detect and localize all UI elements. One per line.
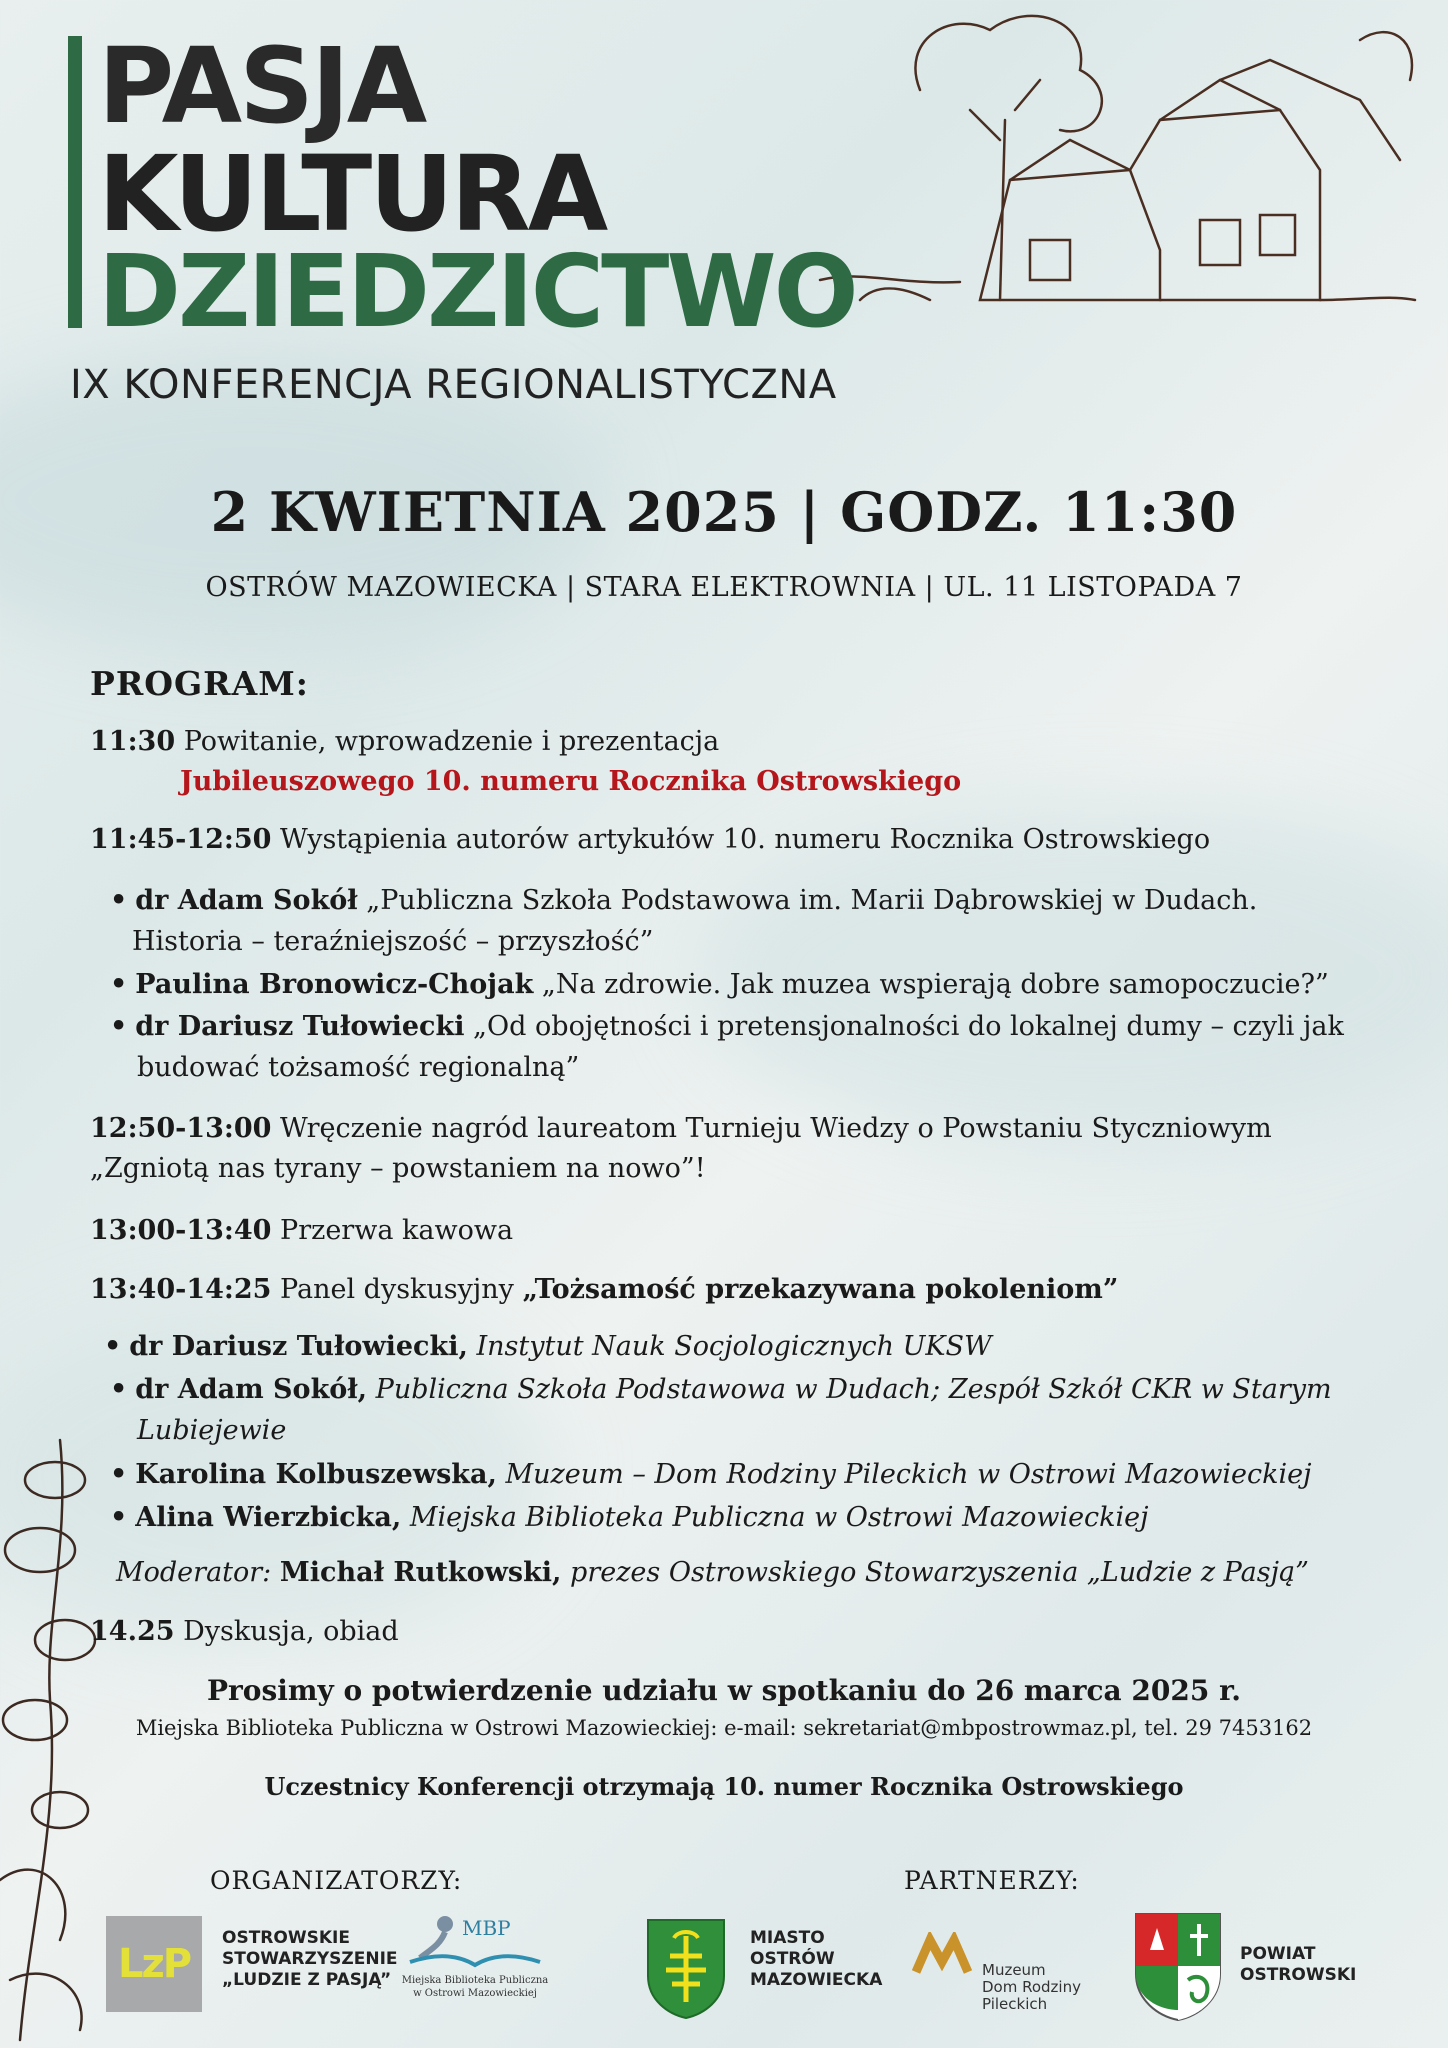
- mbp-mark: MBP: [462, 1916, 511, 1940]
- event-date: 2 KWIETNIA 2025 | GODZ. 11:30: [210, 480, 1238, 544]
- title-line-dziedzictwo: DZIEDZICTWO: [98, 233, 856, 350]
- title-line-kultura: KULTURA: [98, 133, 606, 255]
- panelist-name: dr Dariusz Tułowiecki,: [129, 1331, 468, 1362]
- title-accent-bar: [68, 36, 82, 328]
- city-name-line: OSTRÓW: [750, 1949, 835, 1969]
- event-location: OSTRÓW MAZOWIECKA | STARA ELEKTROWNIA | UL. 11 LISTOPADA 7: [205, 572, 1243, 603]
- panelist-name: dr Adam Sokół,: [135, 1374, 368, 1405]
- partners-label: PARTNERZY:: [904, 1866, 1080, 1895]
- program-item-6: [90, 1612, 1370, 1652]
- program-text: Powitanie, wprowadzenie i prezentacja: [183, 726, 720, 757]
- panelist-item: • dr Adam Sokół, Publiczna Szkoła Podstawowa w Dudach; Zespół Szkół CKR w Starym: [110, 1374, 1332, 1405]
- lzp-name-line: OSTROWSKIE: [222, 1928, 350, 1948]
- program-text: Panel dyskusyjny: [280, 1274, 514, 1305]
- city-coat-of-arms-icon: [644, 1916, 728, 2020]
- program-time: 13:40-14:25: [90, 1274, 272, 1305]
- talk-speaker: Paulina Bronowicz-Chojak: [135, 969, 534, 1000]
- program-item-2: [90, 820, 1370, 860]
- lzp-name-line: „LUDZIE Z PASJĄ”: [222, 1970, 392, 1990]
- program-text: Przerwa kawowa: [280, 1215, 514, 1246]
- panelist-item: • Alina Wierzbicka, Miejska Biblioteka Publiczna w Ostrowi Mazowieckiej: [110, 1502, 1149, 1533]
- moderator-label: Moderator:: [116, 1557, 272, 1588]
- program-time: 14.25: [90, 1616, 175, 1647]
- panelist-affiliation: Miejska Biblioteka Publiczna w Ostrowi Mazowieckiej: [409, 1502, 1149, 1533]
- panelist-item: • dr Dariusz Tułowiecki, Instytut Nauk Socjologicznych UKSW: [104, 1331, 992, 1362]
- mbp-name-line: Miejska Biblioteka Publiczna: [401, 1975, 549, 1986]
- program-item-5: [90, 1270, 1370, 1310]
- program-time: 13:00-13:40: [90, 1215, 272, 1246]
- rsvp-request: Prosimy o potwierdzenie udziału w spotkaniu do 26 marca 2025 r.: [206, 1674, 1242, 1707]
- moderator: [116, 1553, 1396, 1593]
- program-item-1: [90, 722, 1370, 762]
- talk-title: „Publiczna Szkoła Podstawowa im. Marii Dąbrowskiej w Dudach.: [366, 885, 1258, 916]
- participants-note: Uczestnicy Konferencji otrzymają 10. numer Rocznika Ostrowskiego: [264, 1772, 1184, 1801]
- museum-name-line: Muzeum: [982, 1961, 1046, 1979]
- program-time: 11:30: [90, 726, 176, 757]
- program-text: Wystąpienia autorów artykułów 10. numeru Rocznika Ostrowskiego: [280, 824, 1211, 855]
- museum-logo-icon: [912, 1932, 982, 1978]
- lzp-name: [222, 1928, 398, 1991]
- talk-title-cont: Historia – teraźniejszość – przyszłość”: [132, 926, 654, 957]
- house-illustration: [800, 0, 1420, 330]
- city-name: [750, 1928, 882, 1991]
- talk-speaker: dr Dariusz Tułowiecki: [135, 1011, 465, 1042]
- mbp-name-line: w Ostrowi Mazowieckiej: [413, 1988, 537, 1999]
- program-item-3: [90, 1109, 1370, 1149]
- program-text: Dyskusja, obiad: [183, 1616, 399, 1647]
- talk-title-cont: budować tożsamość regionalną”: [137, 1052, 580, 1083]
- talk-item: • dr Adam Sokół „Publiczna Szkoła Podstawowa im. Marii Dąbrowskiej w Dudach.: [110, 885, 1258, 916]
- lzp-mark: LzP: [117, 1941, 191, 1987]
- talk-speaker: dr Adam Sokół: [135, 885, 358, 916]
- lzp-name-line: STOWARZYSZENIE: [222, 1949, 398, 1969]
- program-text: Wręczenie nagród laureatom Turnieju Wiedzy o Powstaniu Styczniowym: [280, 1113, 1272, 1144]
- panelist-item: • Karolina Kolbuszewska, Muzeum – Dom Rodziny Pileckich w Ostrowi Mazowieckiej: [110, 1459, 1312, 1490]
- panelist-name: Alina Wierzbicka,: [135, 1502, 402, 1533]
- organizers-label: ORGANIZATORZY:: [210, 1866, 463, 1895]
- mbp-logo: [400, 1910, 550, 2020]
- talk-item: • dr Dariusz Tułowiecki „Od obojętności i pretensjonalności do lokalnej dumy – czyli jak: [110, 1011, 1344, 1042]
- city-name-line: MIASTO: [750, 1928, 825, 1948]
- program-text-cont: „Zgniotą nas tyrany – powstaniem na nowo”!: [90, 1153, 706, 1184]
- museum-name: [982, 1962, 1081, 2013]
- lzp-logo: [106, 1916, 202, 2012]
- talk-title: „Od obojętności i pretensjonalności do lokalnej dumy – czyli jak: [473, 1011, 1344, 1042]
- county-coat-of-arms-icon: [1132, 1910, 1224, 2022]
- panelist-affiliation: Instytut Nauk Socjologicznych UKSW: [476, 1331, 992, 1362]
- moderator-affiliation: prezes Ostrowskiego Stowarzyszenia „Ludzie z Pasją”: [570, 1557, 1309, 1588]
- city-name-line: MAZOWIECKA: [750, 1970, 883, 1990]
- title-line-pasja: PASJA: [98, 25, 425, 147]
- program-highlight: [180, 762, 1448, 802]
- county-name-line: OSTROWSKI: [1240, 1965, 1357, 1985]
- panelist-affiliation: Muzeum – Dom Rodziny Pileckich w Ostrowi Mazowieckiej: [505, 1459, 1312, 1490]
- program-heading: PROGRAM:: [90, 664, 309, 703]
- program-time: 11:45-12:50: [90, 824, 272, 855]
- jubilee-highlight: Jubileuszowego 10. numeru Rocznika Ostrowskiego: [180, 766, 962, 797]
- program-time: 12:50-13:00: [90, 1113, 272, 1144]
- moderator-name: Michał Rutkowski,: [279, 1557, 562, 1588]
- museum-name-line: Dom Rodziny: [982, 1978, 1081, 1996]
- panel-title: „Tożsamość przekazywana pokoleniom”: [522, 1274, 1119, 1305]
- program-item-4: [90, 1211, 1370, 1251]
- panelist-name: Karolina Kolbuszewska,: [135, 1459, 497, 1490]
- panelist-affiliation: Publiczna Szkoła Podstawowa w Dudach; Zespół Szkół CKR w Starym: [375, 1374, 1332, 1405]
- museum-name-line: Pileckich: [982, 1995, 1048, 2013]
- rsvp-contact: Miejska Biblioteka Publiczna w Ostrowi Mazowieckiej: e-mail: sekretariat@mbpostrowmaz.pl, tel. 29 7453162: [135, 1716, 1313, 1740]
- panelist-affiliation-cont: Lubiejewie: [137, 1415, 287, 1446]
- conference-subtitle: IX KONFERENCJA REGIONALISTYCZNA: [70, 362, 837, 408]
- talk-title: „Na zdrowie. Jak muzea wspierają dobre samopoczucie?”: [541, 969, 1329, 1000]
- talk-item: • Paulina Bronowicz-Chojak „Na zdrowie. Jak muzea wspierają dobre samopoczucie?”: [110, 969, 1329, 1000]
- county-name: [1240, 1944, 1356, 1986]
- county-name-line: POWIAT: [1240, 1944, 1316, 1964]
